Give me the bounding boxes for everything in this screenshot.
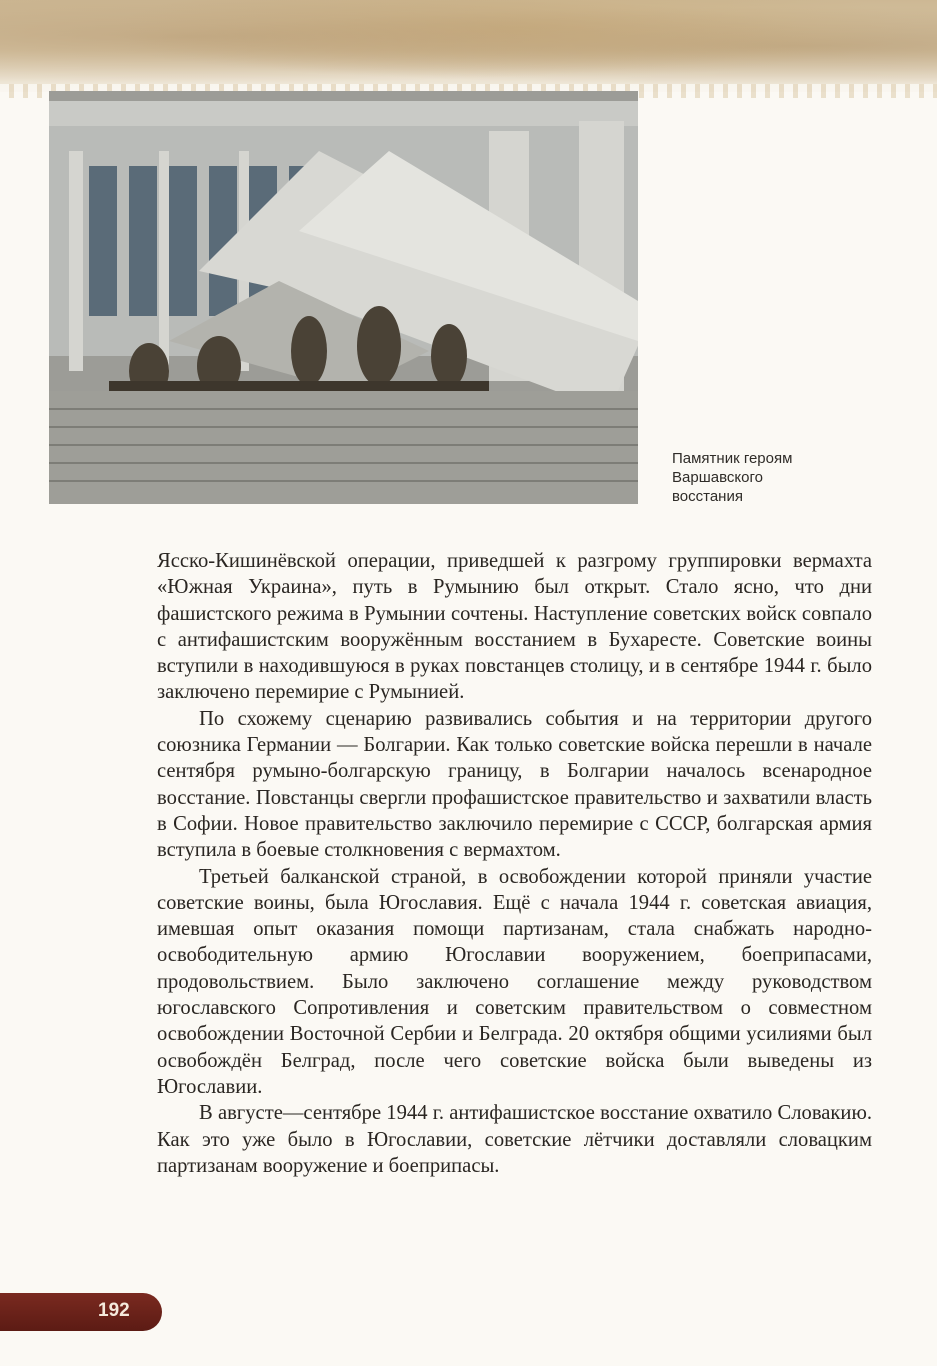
page-number-tab bbox=[0, 1293, 162, 1331]
caption-line: восстания bbox=[672, 488, 743, 505]
caption-line: Памятник героям bbox=[672, 450, 793, 467]
paragraph: Ясско-Кишинёвской операции, приведшей к разгрому группировки вермахта «Южная Украина», путь в Румынию был открыт. Стало ясно, что дни фашистского режима в Румынии сочтены. Наступление советских войск совпало с антифашистским вооружённым восстанием в Бухаресте. Советские воины вступили в находившуюся в руках повстанцев столицу, и в сентябре 1944 г. было заключено перемирие с Румынией. bbox=[157, 550, 872, 704]
caption-line: Варшавского bbox=[672, 469, 763, 486]
warsaw-uprising-monument-image bbox=[49, 91, 638, 504]
main-text bbox=[157, 548, 872, 1179]
photo-caption bbox=[672, 449, 872, 506]
paragraph: Третьей балканской страной, в освобождении которой приняли участие советские воины, была Югославия. Ещё с начала 1944 г. советская авиация, имевшая опыт оказания помощи партизанам, стала снабжать народно-освободительную армию Югославии вооружением, боеприпасами, продовольствием. Было заключено соглашение между руководством югославского Сопротивления и советским правительством о совместном освобождении Восточной Сербии и Белграда. 20 октября общими усилиями был освобождён Белград, после чего советские войска были выведены из Югославии. bbox=[157, 865, 872, 1098]
monument-photo bbox=[49, 91, 638, 504]
page-number: 192 bbox=[98, 1300, 130, 1321]
decorative-header-banner bbox=[0, 0, 937, 92]
paragraph: В августе—сентябре 1944 г. антифашистское восстание охватило Словакию. Как это уже было в Югославии, советские лётчики доставляли словацким партизанам вооружение и боеприпасы. bbox=[157, 1102, 872, 1177]
paragraph: По схожему сценарию развивались события и на территории другого союзника Германии — Болгарии. Как только советские войска перешли в начале сентября румыно-болгарскую границу, в Болгарии началось всенародное восстание. Повстанцы свергли профашистское правительство и захватили власть в Софии. Новое правительство заключило перемирие с СССР, болгарская армия вступила в боевые столкновения с вермахтом. bbox=[157, 707, 872, 862]
